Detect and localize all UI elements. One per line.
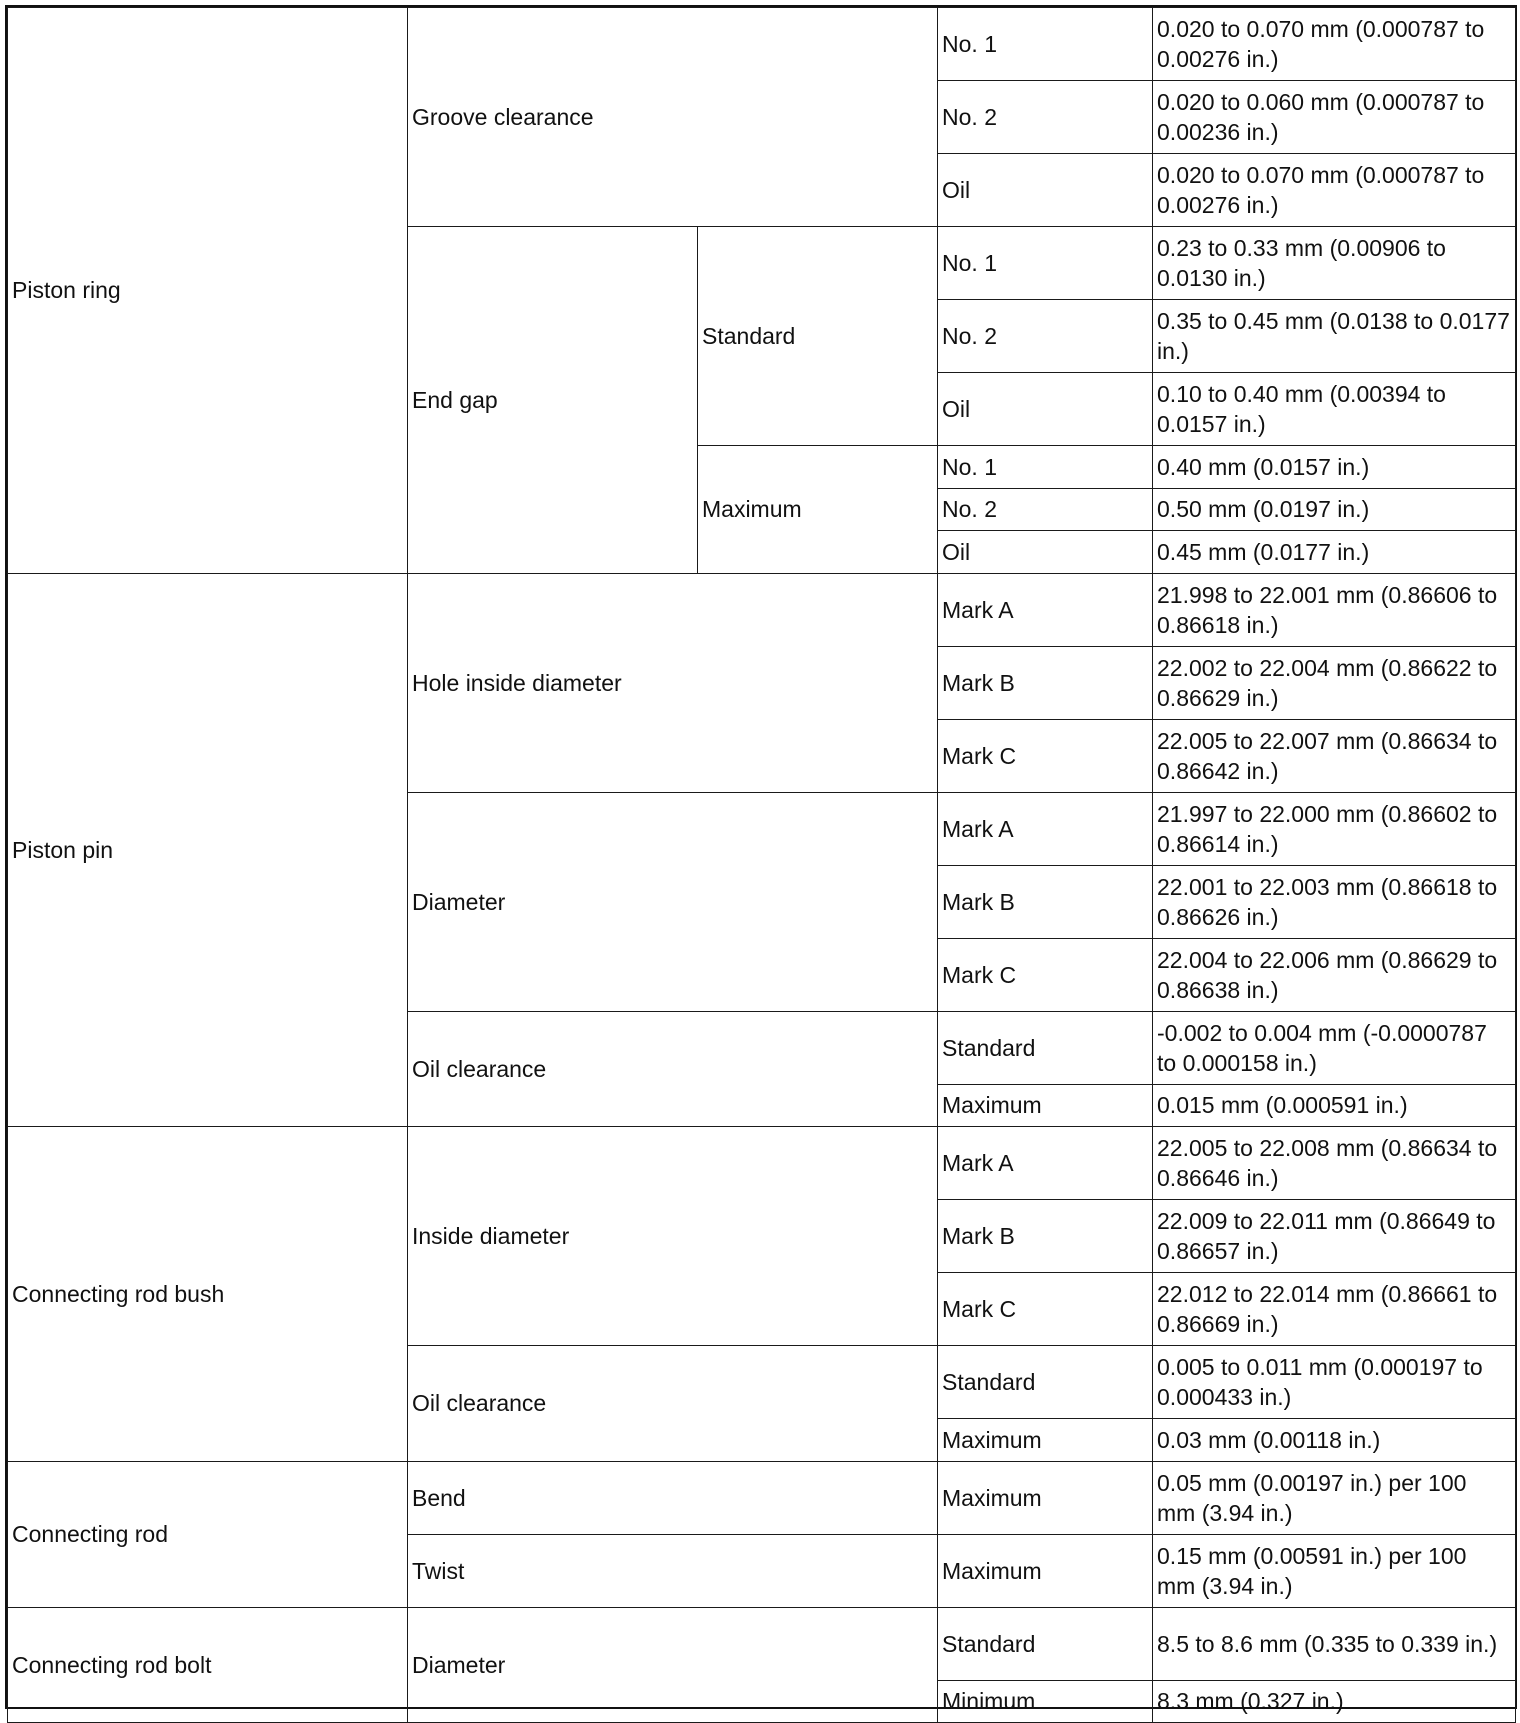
key-cell: Maximum bbox=[938, 1084, 1153, 1127]
value-cell: 0.020 to 0.070 mm (0.000787 to 0.00276 in.) bbox=[1153, 154, 1516, 227]
key-cell: Oil bbox=[938, 154, 1153, 227]
value-cell: 0.45 mm (0.0177 in.) bbox=[1153, 531, 1516, 574]
value-cell: 0.020 to 0.060 mm (0.000787 to 0.00236 in.) bbox=[1153, 81, 1516, 154]
sub-item-cell: Diameter bbox=[408, 792, 938, 1011]
table-row bbox=[8, 1461, 1516, 1534]
value-cell: 0.15 mm (0.00591 in.) per 100 mm (3.94 in.) bbox=[1153, 1534, 1516, 1607]
key-cell: Oil bbox=[938, 531, 1153, 574]
key-cell: No. 1 bbox=[938, 446, 1153, 489]
specification-table bbox=[7, 7, 1516, 1723]
sub-item-cell: Groove clearance bbox=[408, 8, 938, 227]
item-cell-piston-pin: Piston pin bbox=[8, 573, 408, 1127]
value-cell: 21.998 to 22.001 mm (0.86606 to 0.86618 in.) bbox=[1153, 573, 1516, 646]
table-row bbox=[8, 1607, 1516, 1680]
key-cell: Mark B bbox=[938, 1200, 1153, 1273]
key-cell: Mark A bbox=[938, 573, 1153, 646]
value-cell: 22.002 to 22.004 mm (0.86622 to 0.86629 in.) bbox=[1153, 646, 1516, 719]
key-cell: Standard bbox=[938, 1011, 1153, 1084]
table-row bbox=[8, 8, 1516, 81]
key-cell: Standard bbox=[938, 1346, 1153, 1419]
value-cell: 22.009 to 22.011 mm (0.86649 to 0.86657 in.) bbox=[1153, 1200, 1516, 1273]
table-row bbox=[8, 573, 1516, 646]
key-cell: Standard bbox=[938, 1607, 1153, 1680]
value-cell: 22.012 to 22.014 mm (0.86661 to 0.86669 in.) bbox=[1153, 1273, 1516, 1346]
key-cell: No. 1 bbox=[938, 8, 1153, 81]
key-cell: No. 2 bbox=[938, 81, 1153, 154]
value-cell: 0.005 to 0.011 mm (0.000197 to 0.000433 in.) bbox=[1153, 1346, 1516, 1419]
key-cell: Maximum bbox=[938, 1534, 1153, 1607]
key-cell: Maximum bbox=[938, 1461, 1153, 1534]
sub-item-cell: Oil clearance bbox=[408, 1011, 938, 1127]
condition-cell: Maximum bbox=[698, 446, 938, 574]
key-cell: Mark C bbox=[938, 1273, 1153, 1346]
key-cell: Maximum bbox=[938, 1419, 1153, 1462]
value-cell: 0.05 mm (0.00197 in.) per 100 mm (3.94 in.) bbox=[1153, 1461, 1516, 1534]
key-cell: Mark A bbox=[938, 1127, 1153, 1200]
value-cell: 0.015 mm (0.000591 in.) bbox=[1153, 1084, 1516, 1127]
table-row bbox=[8, 1127, 1516, 1200]
value-cell: 0.35 to 0.45 mm (0.0138 to 0.0177 in.) bbox=[1153, 300, 1516, 373]
value-cell: 22.001 to 22.003 mm (0.86618 to 0.86626 in.) bbox=[1153, 865, 1516, 938]
value-cell: 8.3 mm (0.327 in.) bbox=[1153, 1680, 1516, 1723]
sub-item-cell: End gap bbox=[408, 227, 698, 574]
value-cell: 0.020 to 0.070 mm (0.000787 to 0.00276 in.) bbox=[1153, 8, 1516, 81]
key-cell: Oil bbox=[938, 373, 1153, 446]
item-cell-connecting-rod: Connecting rod bbox=[8, 1461, 408, 1607]
value-cell: 22.004 to 22.006 mm (0.86629 to 0.86638 in.) bbox=[1153, 938, 1516, 1011]
value-cell: 0.03 mm (0.00118 in.) bbox=[1153, 1419, 1516, 1462]
value-cell: 22.005 to 22.008 mm (0.86634 to 0.86646 in.) bbox=[1153, 1127, 1516, 1200]
value-cell: 8.5 to 8.6 mm (0.335 to 0.339 in.) bbox=[1153, 1607, 1516, 1680]
item-cell-connecting-rod-bolt: Connecting rod bolt bbox=[8, 1607, 408, 1723]
sub-item-cell: Diameter bbox=[408, 1607, 938, 1723]
value-cell: 0.10 to 0.40 mm (0.00394 to 0.0157 in.) bbox=[1153, 373, 1516, 446]
key-cell: Mark C bbox=[938, 719, 1153, 792]
key-cell: Mark A bbox=[938, 792, 1153, 865]
sub-item-cell: Twist bbox=[408, 1534, 938, 1607]
key-cell: Minimum bbox=[938, 1680, 1153, 1723]
value-cell: -0.002 to 0.004 mm (-0.0000787 to 0.000158 in.) bbox=[1153, 1011, 1516, 1084]
sub-item-cell: Hole inside diameter bbox=[408, 573, 938, 792]
key-cell: Mark C bbox=[938, 938, 1153, 1011]
sub-item-cell: Oil clearance bbox=[408, 1346, 938, 1462]
key-cell: Mark B bbox=[938, 646, 1153, 719]
value-cell: 21.997 to 22.000 mm (0.86602 to 0.86614 in.) bbox=[1153, 792, 1516, 865]
condition-cell: Standard bbox=[698, 227, 938, 446]
value-cell: 0.23 to 0.33 mm (0.00906 to 0.0130 in.) bbox=[1153, 227, 1516, 300]
item-cell-connecting-rod-bush: Connecting rod bush bbox=[8, 1127, 408, 1462]
key-cell: Mark B bbox=[938, 865, 1153, 938]
key-cell: No. 1 bbox=[938, 227, 1153, 300]
value-cell: 0.50 mm (0.0197 in.) bbox=[1153, 488, 1516, 531]
sub-item-cell: Inside diameter bbox=[408, 1127, 938, 1346]
value-cell: 0.40 mm (0.0157 in.) bbox=[1153, 446, 1516, 489]
key-cell: No. 2 bbox=[938, 488, 1153, 531]
key-cell: No. 2 bbox=[938, 300, 1153, 373]
sub-item-cell: Bend bbox=[408, 1461, 938, 1534]
value-cell: 22.005 to 22.007 mm (0.86634 to 0.86642 in.) bbox=[1153, 719, 1516, 792]
item-cell-piston-ring: Piston ring bbox=[8, 8, 408, 574]
